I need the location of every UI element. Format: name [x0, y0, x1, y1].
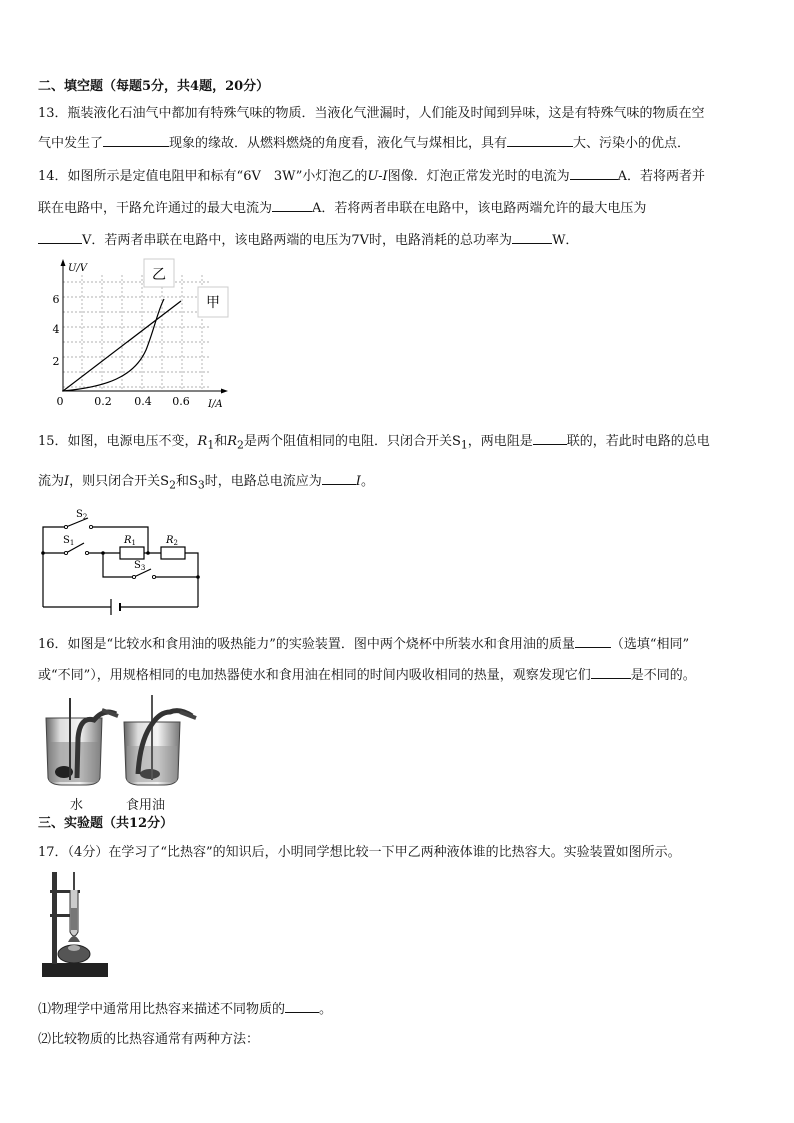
test-tube-thermometer [70, 872, 78, 936]
q15-r1-sub: 1 [207, 438, 215, 452]
q14-blank-4[interactable] [512, 231, 552, 244]
label-r1: $R_1$ [124, 535, 136, 547]
q14-text-e: A．若将两者串联在电路中，该电路两端允许的最大电压为 [312, 201, 647, 216]
caption-oil: 食用油 [126, 798, 166, 813]
q17-sub1-text: ⑴物理学中通常用比热容来描述不同物质的 [38, 1002, 286, 1017]
q15-blank-2[interactable] [322, 472, 356, 485]
graph-grid [63, 275, 210, 390]
wire-lower-left [103, 553, 134, 577]
q15-and2: 和 [175, 474, 189, 489]
label-s3: $S_3$ [134, 560, 146, 572]
q14-text-g: W． [552, 233, 579, 248]
y-axis-arrow [61, 259, 66, 266]
q14-text-f: V．若两者串联在电路中，该电路两端的电压为7V时，电路消耗的总功率为 [82, 233, 513, 248]
q16-text-d: 是不同的。 [630, 668, 696, 683]
y-tick-4: 4 [52, 323, 60, 336]
q17-line-1: 17．（4分）在学习了“比热容”的知识后，小明同学想比较一下甲乙两种液体谁的比热容大。实验装置如图所示。 [38, 845, 681, 860]
q15-and: 和 [214, 434, 228, 449]
q15-text-d: 联的，若此时电路的总电 [566, 434, 710, 449]
q15-text-g: 时，电路总电流应为 [204, 474, 322, 489]
y-tick-6: 6 [52, 293, 60, 306]
q15-blank-1[interactable] [533, 432, 567, 445]
q16-blank-1[interactable] [575, 635, 611, 648]
q13-blank-1[interactable] [103, 134, 169, 147]
q14-text-c: A．若将两者并 [617, 169, 706, 184]
q15-text-a: 15．如图，电源电压不变， [38, 434, 198, 449]
q14-text-d: 联在电路中，干路允许通过的最大电流为 [38, 201, 273, 216]
ui-graph [46, 255, 246, 415]
resistor-jia-line [63, 301, 181, 391]
q15-s1-sub: 1 [460, 438, 468, 452]
q16-text-b: （选填“相同” [610, 637, 690, 652]
q17-sub-2: ⑵比较物质的比热容通常有两种方法： [38, 1032, 260, 1047]
heating-apparatus-illustration [40, 868, 115, 983]
q13-line-2 [38, 134, 690, 153]
label-s2: $S_2$ [76, 509, 88, 521]
beaker-water [46, 698, 118, 785]
circuit-diagram [38, 505, 213, 615]
q13-text-c: 大、污染小的优点． [573, 136, 691, 151]
q15-line-2 [38, 472, 374, 495]
q14-line-1 [38, 167, 705, 186]
caption-water: 水 [70, 798, 84, 813]
q14-line-3 [38, 231, 578, 250]
q17-sub1-end: 。 [319, 1002, 333, 1017]
q15-i2: I [355, 474, 361, 489]
q16-line-2 [38, 666, 696, 685]
q15-text-h: 。 [360, 474, 374, 489]
y-tick-2: 2 [52, 355, 60, 368]
q15-s2: S [160, 474, 170, 489]
q17-sub-1 [38, 1000, 332, 1019]
q15-text-e: 流为 [38, 474, 65, 489]
x-tick-0.6: 0.6 [172, 395, 190, 408]
label-yi: 乙 [152, 267, 166, 283]
resistor-r2 [161, 547, 185, 559]
q15-i1: I [64, 474, 70, 489]
lamp-yi-curve [63, 299, 164, 391]
alcohol-burner [58, 936, 90, 963]
q16-line-1 [38, 635, 689, 654]
x-axis-arrow [221, 389, 228, 394]
label-jia: 甲 [206, 295, 220, 311]
q15-text-c: ，两电阻是 [467, 434, 533, 449]
q14-line-2 [38, 199, 646, 218]
q14-text-b: 图像．灯泡正常发光时的电流为 [387, 169, 570, 184]
resistor-r1 [120, 547, 144, 559]
q14-ui-label: U-I [367, 169, 388, 184]
q16-blank-2[interactable] [591, 666, 631, 679]
q15-s2-sub: 2 [169, 478, 176, 492]
q14-blank-2[interactable] [272, 199, 312, 212]
x-axis-label: I/A [208, 399, 223, 410]
q14-text-a: 14．如图所示是定值电阻甲和标有“6V 3W”小灯泡乙的 [38, 169, 368, 184]
q15-s1: S [451, 434, 461, 449]
q15-s3: S [188, 474, 198, 489]
q16-text-a: 16．如图是“比较水和食用油的吸热能力”的实验装置．图中两个烧杯中所装水和食用油的质量 [38, 637, 575, 652]
beakers-illustration [42, 690, 202, 790]
q15-text-b: 是两个阻值相同的电阻．只闭合开关 [243, 434, 452, 449]
q15-s3-sub: 3 [197, 478, 205, 492]
q17-blank-1[interactable] [285, 1000, 319, 1013]
x-tick-0: 0 [56, 395, 64, 408]
q14-blank-3[interactable] [38, 231, 82, 244]
q15-r1: R [197, 434, 208, 449]
q15-text-f: ，则只闭合开关 [69, 474, 161, 489]
q16-text-c: 或“不同”），用规格相同的电加热器使水和食用油在相同的时间内吸收相同的热量，观察发现它们 [38, 668, 591, 683]
q13-line-1: 13．瓶装液化石油气中都加有特殊气味的物质．当液化气泄漏时，人们能及时闻到异味，这是有特殊气味的物质在空 [38, 106, 705, 121]
q13-text-b: 现象的缘故．从燃料燃烧的角度看，液化气与煤相比，具有 [169, 136, 508, 151]
beaker-oil [124, 695, 196, 785]
q15-r2: R [227, 434, 238, 449]
wire-left [43, 553, 66, 607]
q13-text-a: 气中发生了 [38, 136, 104, 151]
wire-right [185, 553, 198, 607]
section-3-title: 三、实验题（共12分） [38, 816, 174, 831]
q15-r2-sub: 2 [237, 438, 244, 452]
label-s1: $S_1$ [63, 535, 75, 547]
label-r2: $R_2$ [166, 535, 178, 547]
q15-line-1 [38, 432, 710, 455]
x-tick-0.4: 0.4 [134, 395, 152, 408]
x-tick-0.2: 0.2 [94, 395, 112, 408]
y-axis-label: U/V [68, 263, 88, 274]
q14-blank-1[interactable] [570, 167, 618, 180]
section-2-title: 二、填空题（每题5分，共4题，20分） [38, 79, 270, 94]
q13-blank-2[interactable] [507, 134, 573, 147]
